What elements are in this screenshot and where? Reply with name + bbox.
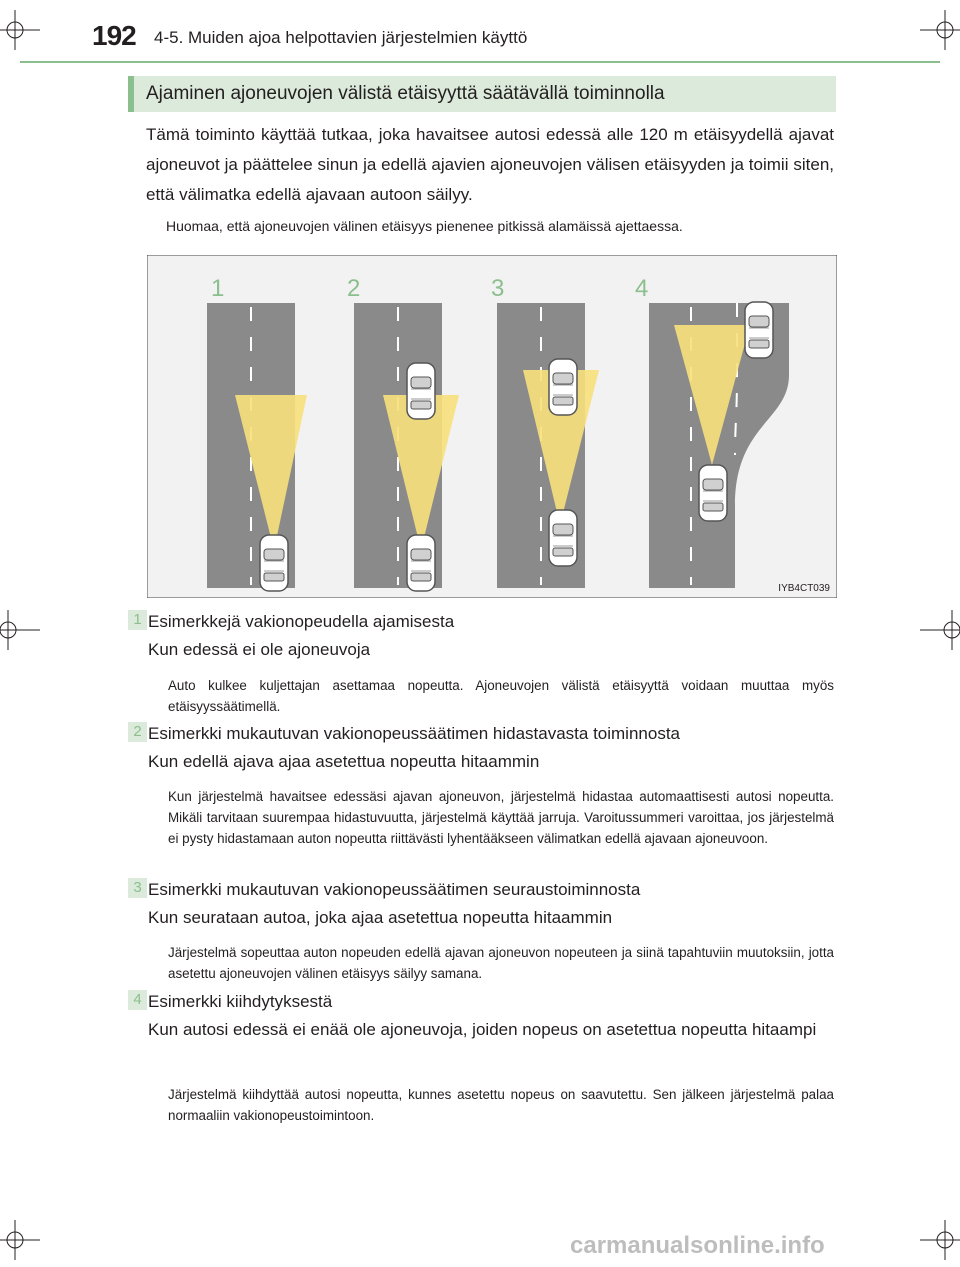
section-title: Ajaminen ajoneuvojen välistä etäisyyttä säätävällä toiminnolla	[146, 83, 665, 104]
intro-paragraph: Tämä toiminto käyttää tutkaa, joka havaitsee autosi edessä alle 120 m etäisyydellä ajavat ajoneuvot ja päättelee sinun ja edellä ajavien ajoneuvojen välisen etäisyyden ja toimii siten, että välimatka edellä ajavaan autoon säilyy.	[146, 125, 834, 204]
crop-mark-bottom-left	[0, 1220, 40, 1260]
item-number-badge: 4	[128, 990, 147, 1010]
item-heading	[148, 720, 834, 776]
figure-code: IYB4CT039	[778, 583, 830, 594]
item-body: Järjestelmä kiihdyttää autosi nopeutta, kunnes asetettu nopeus on saavutettu. Sen jälkeen järjestelmä palaa normaaliin vakionopeustoimintoon.	[168, 1087, 834, 1123]
section-heading-bar	[128, 76, 836, 112]
item-body: Auto kulkee kuljettajan asettamaa nopeutta. Ajoneuvojen välistä etäisyyttä voidaan muuttaa myös etäisyyssäätimellä.	[168, 678, 834, 714]
item-heading	[148, 876, 834, 932]
item-number-badge: 1	[128, 610, 147, 630]
page-number: 192	[92, 20, 136, 51]
label-2	[347, 275, 360, 302]
item-heading-line1: Esimerkki mukautuvan vakionopeussäätimen seuraustoiminnosta	[148, 880, 641, 899]
svg-text:2: 2	[347, 275, 361, 302]
crop-mark-top-right	[920, 10, 960, 50]
svg-text:4: 4	[635, 275, 649, 302]
item-body: Järjestelmä sopeuttaa auton nopeuden edellä ajavan ajoneuvon nopeuteen ja siinä tapahtuviin muutoksiin, jotta asetettu ajoneuvojen välinen etäisyys säilyy samana.	[168, 945, 834, 981]
acc-illustration	[147, 255, 837, 598]
watermark: carmanualsonline.info	[570, 1232, 825, 1259]
crop-mark-bottom-right	[920, 1220, 960, 1260]
svg-text:1: 1	[211, 275, 225, 302]
item-heading-line1: Esimerkkejä vakionopeudella ajamisesta	[148, 612, 455, 631]
item-heading-line1: Esimerkki kiihdytyksestä	[148, 992, 333, 1011]
item-heading-line2: Kun edellä ajava ajaa asetettua nopeutta hitaammin	[148, 752, 540, 771]
scene-3	[497, 303, 599, 588]
item-heading	[148, 608, 834, 664]
label-4	[635, 275, 648, 302]
item-heading-line2: Kun seurataan autoa, joka ajaa asetettua nopeutta hitaammin	[148, 908, 613, 927]
svg-text:3: 3	[491, 275, 505, 302]
crop-mark-mid-left	[0, 610, 40, 650]
scene-1	[207, 303, 307, 591]
item-heading-line1: Esimerkki mukautuvan vakionopeussäätimen hidastavasta toiminnosta	[148, 724, 680, 743]
item-number-badge: 2	[128, 722, 147, 742]
label-3	[491, 275, 504, 302]
note-paragraph: Huomaa, että ajoneuvojen välinen etäisyys pienenee pitkissä alamäissä ajettaessa.	[166, 218, 683, 234]
item-heading-line2: Kun edessä ei ole ajoneuvoja	[148, 640, 371, 659]
item-number-badge: 3	[128, 878, 147, 898]
crop-mark-top-left	[0, 10, 40, 50]
chapter-title: 4-5. Muiden ajoa helpottavien järjestelmien käyttö	[154, 28, 528, 47]
item-body: Kun järjestelmä havaitsee edessäsi ajavan ajoneuvon, järjestelmä hidastaa automaattisesti autosi nopeutta. Mikäli tarvitaan suurempaa hidastuvuutta, järjestelmä käyttää jarruja. Varoitussummeri varoittaa, jos järjestelmä ei pysty hidastamaan auton nopeutta riittävästi lyhentääkseen välimatkan edellä ajavaan ajoneuvoon.	[168, 789, 834, 846]
item-heading	[148, 988, 834, 1044]
item-heading-line2: Kun autosi edessä ei enää ole ajoneuvoja, joiden nopeus on asetettua nopeutta hitaampi	[148, 1020, 817, 1039]
crop-mark-mid-right	[920, 610, 960, 650]
label-1	[211, 275, 224, 302]
header-divider	[20, 61, 940, 63]
